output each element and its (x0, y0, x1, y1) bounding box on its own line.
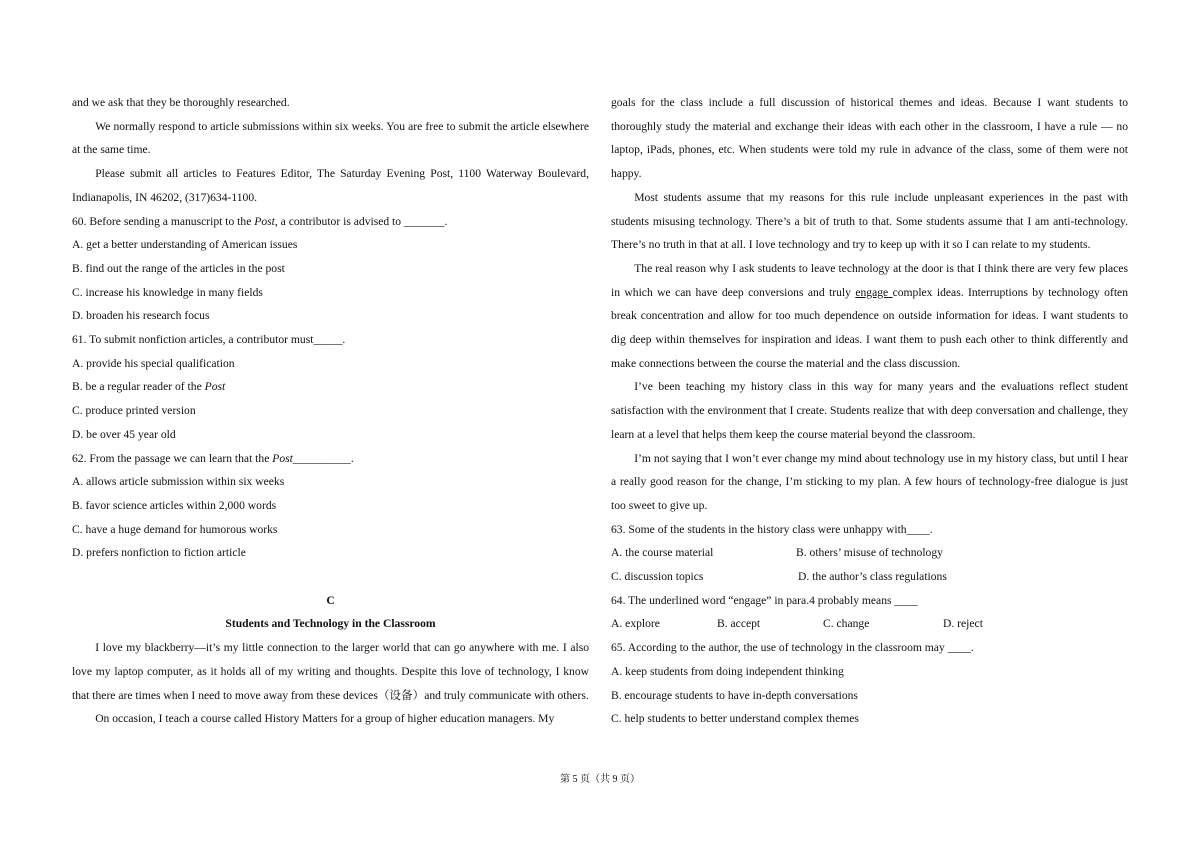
question-61-stem: 61. To submit nonfiction articles, a contributor must_____. (72, 333, 346, 347)
question-63-option-c: C. discussion topics (611, 570, 704, 584)
question-65-option-a: A. keep students from doing independent thinking (611, 664, 844, 678)
question-63-options-row-1 (611, 541, 1128, 565)
passage-b-paragraph: and we ask that they be thoroughly researched. (72, 96, 290, 109)
question-60-option-a: A. get a better understanding of American issues (72, 238, 298, 252)
left-column (72, 91, 589, 731)
question-63-option-d: D. the author’s class regulations (798, 570, 947, 584)
question-64-option-a: A. explore (611, 617, 660, 631)
question-61-option-b: B. be a regular reader of the Post (72, 380, 226, 394)
question-60-stem: 60. Before sending a manuscript to the Post, a contributor is advised to _______. (72, 214, 448, 228)
question-64-option-b: B. accept (717, 617, 761, 631)
question-60-option-c: C. increase his knowledge in many fields (72, 285, 263, 299)
question-62-option-d: D. prefers nonfiction to fiction article (72, 546, 246, 560)
question-64-option-d: D. reject (943, 617, 983, 631)
passage-c-paragraph: goals for the class include a full discussion of historical themes and ideas. Because I want students to thoroughly study the material and exchange their ideas with each other in the classroom, I have a rule — no laptop, iPads, phones, etc. When students were told my rule in advance of the class, some of them were not happy. (611, 96, 1128, 181)
passage-c-paragraph: I love my blackberry—it’s my little connection to the larger world that can go anywhere with me. I also love my laptop computer, as it holds all of my writing and thoughts. Despite this love of technology, I know that there are times when I need to move away from these devices（设备）and truly communicate with others. (72, 641, 589, 702)
underlined-word: engage (855, 285, 893, 299)
section-spacer (72, 565, 589, 589)
question-61-option-d: D. be over 45 year old (72, 427, 176, 441)
passage-c-paragraph: I’ve been teaching my history class in this way for many years and the evaluations reflect student satisfaction with the environment that I create. Students realize that with deep conversation and challenge, they learn at a level that helps them keep the course material beyond the classroom. (611, 380, 1128, 441)
question-65-stem: 65. According to the author, the use of technology in the classroom may ____. (611, 641, 974, 655)
question-63-option-b: B. others’ misuse of technology (796, 546, 943, 560)
question-61-option-a: A. provide his special qualification (72, 356, 235, 370)
page-number-footer: 第 5 页（共 9 页） (560, 774, 640, 785)
question-63-stem: 63. Some of the students in the history class were unhappy with____. (611, 522, 933, 536)
passage-c-paragraph: Most students assume that my reasons for this rule include unpleasant experiences in the past with students misusing technology. There’s a bit of truth to that. Some students assume that I am anti-technology. There’s no truth in that at all. I love technology and try to keep up with it so I can relate to my students. (611, 190, 1128, 252)
question-62-stem: 62. From the passage we can learn that the Post__________. (72, 451, 354, 465)
question-60-option-d: D. broaden his research focus (72, 309, 210, 323)
question-62-option-b: B. favor science articles within 2,000 words (72, 498, 277, 512)
right-column (611, 91, 1128, 731)
passage-c-paragraph: The real reason why I ask students to leave technology at the door is that I think there are very few places in which we can have deep conversions and truly engage complex ideas. Interruptions by technology often break concentration and allow for too much dependence on outside information for ideas. I want students to dig deep within themselves for inspiration and ideas. I want them to push each other to think differently and make connections between the course the material and the class discussion. (611, 261, 1129, 370)
passage-c-paragraph: I’m not saying that I won’t ever change my mind about technology use in my history class, but until I hear a really good reason for the change, I’m sticking to my plan. A few hours of technology-free dialogue is just too sweet to give up. (611, 451, 1128, 512)
question-63-options-row-2 (611, 565, 1128, 589)
question-62-option-a: A. allows article submission within six weeks (72, 475, 285, 489)
question-62-option-c: C. have a huge demand for humorous works (72, 522, 278, 536)
question-60-option-b: B. find out the range of the articles in the post (72, 261, 285, 275)
question-64-stem: 64. The underlined word “engage” in para.4 probably means ____ (611, 593, 918, 607)
question-64-option-c: C. change (823, 617, 870, 631)
passage-c-paragraph: On occasion, I teach a course called History Matters for a group of higher education managers. My (95, 712, 555, 726)
passage-b-paragraph: Please submit all articles to Features Editor, The Saturday Evening Post, 1100 Waterway Boulevard, Indianapolis, IN 46202, (317)634-1100. (72, 167, 589, 204)
section-letter: C (326, 593, 335, 607)
question-64-options (611, 612, 1128, 636)
question-61-option-c: C. produce printed version (72, 404, 196, 418)
passage-title: Students and Technology in the Classroom (225, 617, 436, 631)
question-65-option-b: B. encourage students to have in-depth conversations (611, 688, 858, 702)
passage-b-paragraph: We normally respond to article submissions within six weeks. You are free to submit the article elsewhere at the same time. (72, 119, 589, 157)
question-63-option-a: A. the course material (611, 546, 714, 560)
question-65-option-c: C. help students to better understand complex themes (611, 712, 859, 726)
